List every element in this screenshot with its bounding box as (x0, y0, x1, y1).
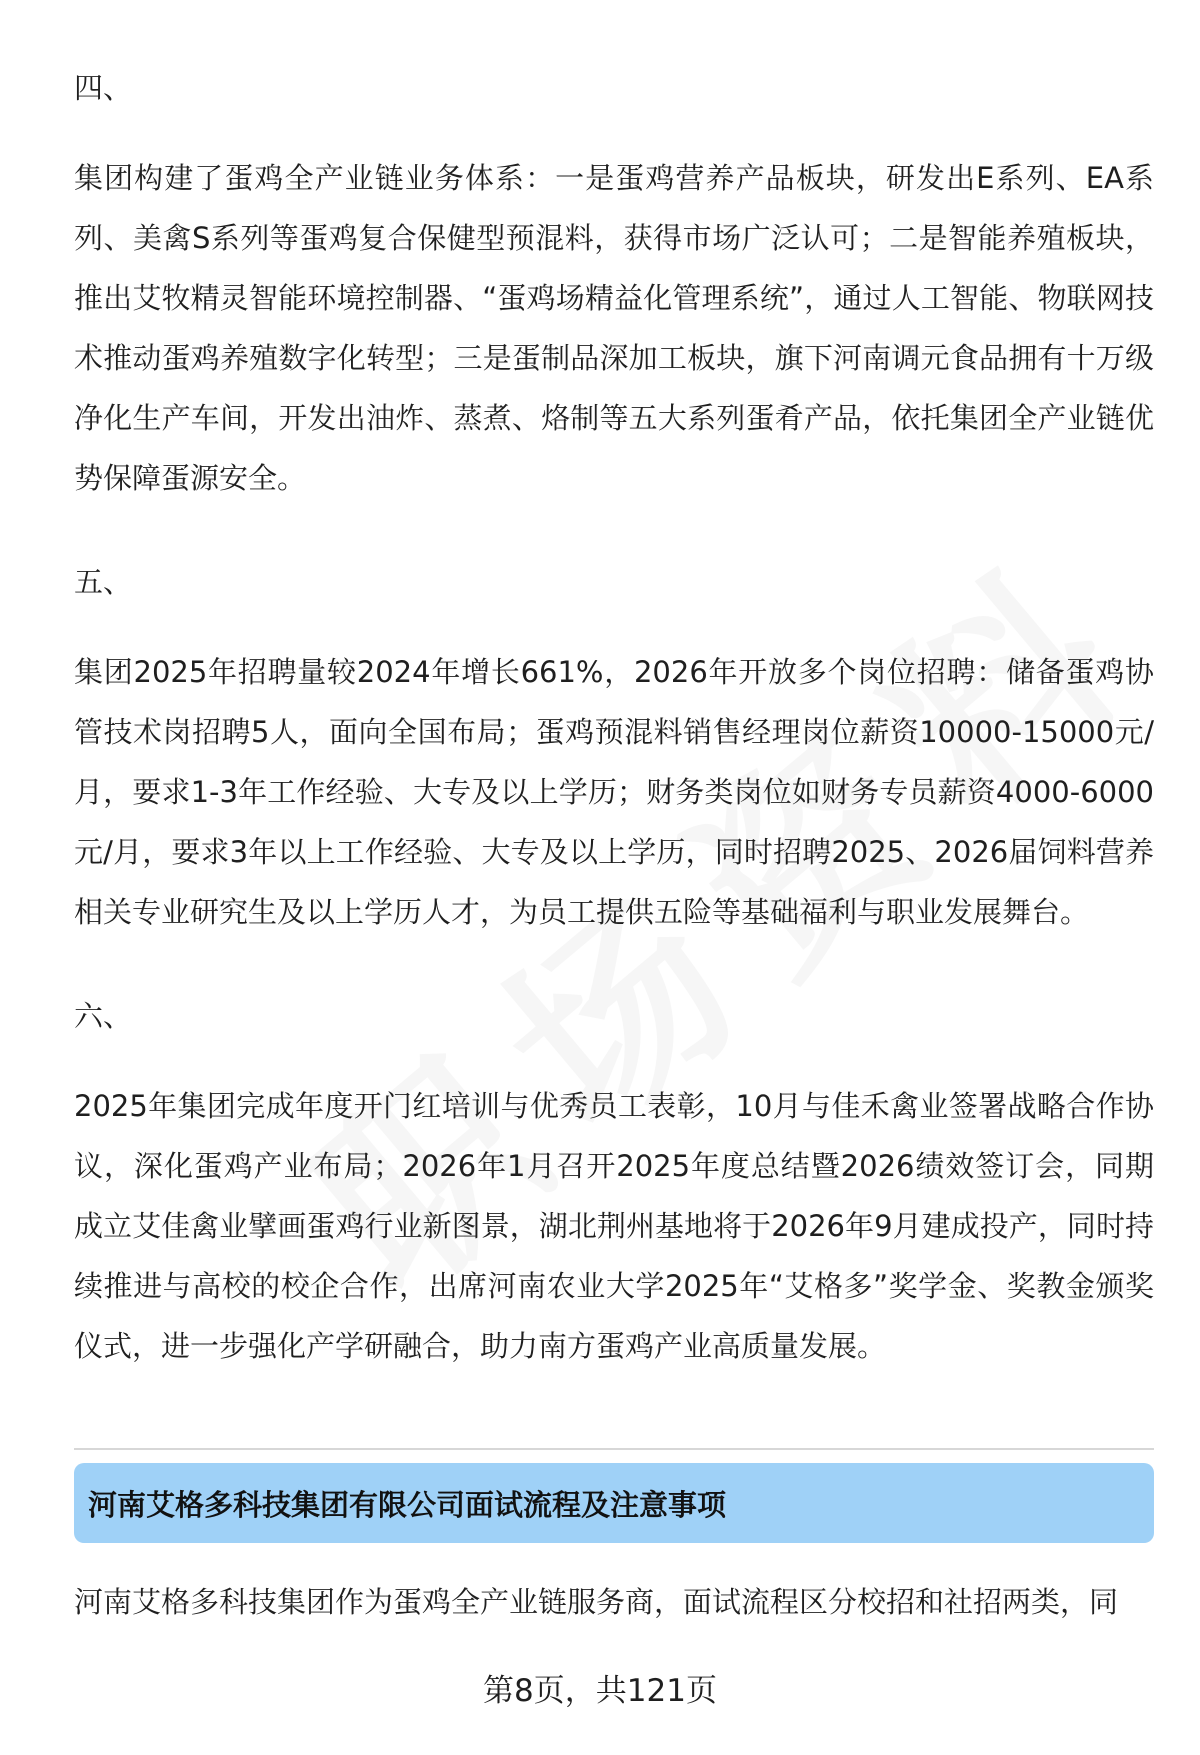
section-title: 河南艾格多科技集团有限公司面试流程及注意事项 (88, 1487, 727, 1522)
section-title-banner (74, 1463, 1154, 1543)
section-divider (74, 1448, 1154, 1450)
section-5-number: 五、 (74, 565, 133, 599)
intro-paragraph: 河南艾格多科技集团作为蛋鸡全产业链服务商，面试流程区分校招和社招两类，同 (74, 1585, 1119, 1619)
section-6-paragraph: 2025年集团完成年度开门红培训与优秀员工表彰，10月与佳禾禽业签署战略合作协议，深化蛋鸡产业布局；2026年1月召开2025年度总结暨2026绩效签订会，同期成立艾佳禽业擘画蛋鸡行业新图景，湖北荆州基地将于2026年9月建成投产，同时持续推进与高校的校企合作，出席河南农业大学2025年“艾格多”奖学金、奖教金颁奖仪式，进一步强化产学研融合，助力南方蛋鸡产业高质量发展。 (74, 1089, 1154, 1363)
section-4-paragraph: 集团构建了蛋鸡全产业链业务体系：一是蛋鸡营养产品板块，研发出E系列、EA系列、美禽S系列等蛋鸡复合保健型预混料，获得市场广泛认可；二是智能养殖板块，推出艾牧精灵智能环境控制器、“蛋鸡场精益化管理系统”，通过人工智能、物联网技术推动蛋鸡养殖数字化转型；三是蛋制品深加工板块，旗下河南调元食品拥有十万级净化生产车间，开发出油炸、蒸煮、烙制等五大系列蛋肴产品，依托集团全产业链优势保障蛋源安全。 (74, 161, 1154, 495)
section-4-number: 四、 (74, 71, 133, 105)
page-number-footer: 第8页，共121页 (483, 1673, 717, 1709)
section-5-paragraph: 集团2025年招聘量较2024年增长661%，2026年开放多个岗位招聘：储备蛋鸡协管技术岗招聘5人，面向全国布局；蛋鸡预混料销售经理岗位薪资10000-15000元/月，要求1-3年工作经验、大专及以上学历；财务类岗位如财务专员薪资4000-6000元/月，要求3年以上工作经验、大专及以上学历，同时招聘2025、2026届饲料营养相关专业研究生及以上学历人才，为员工提供五险等基础福利与职业发展舞台。 (74, 655, 1154, 929)
main-content (74, 58, 1154, 1376)
section-6-number: 六、 (74, 999, 133, 1033)
